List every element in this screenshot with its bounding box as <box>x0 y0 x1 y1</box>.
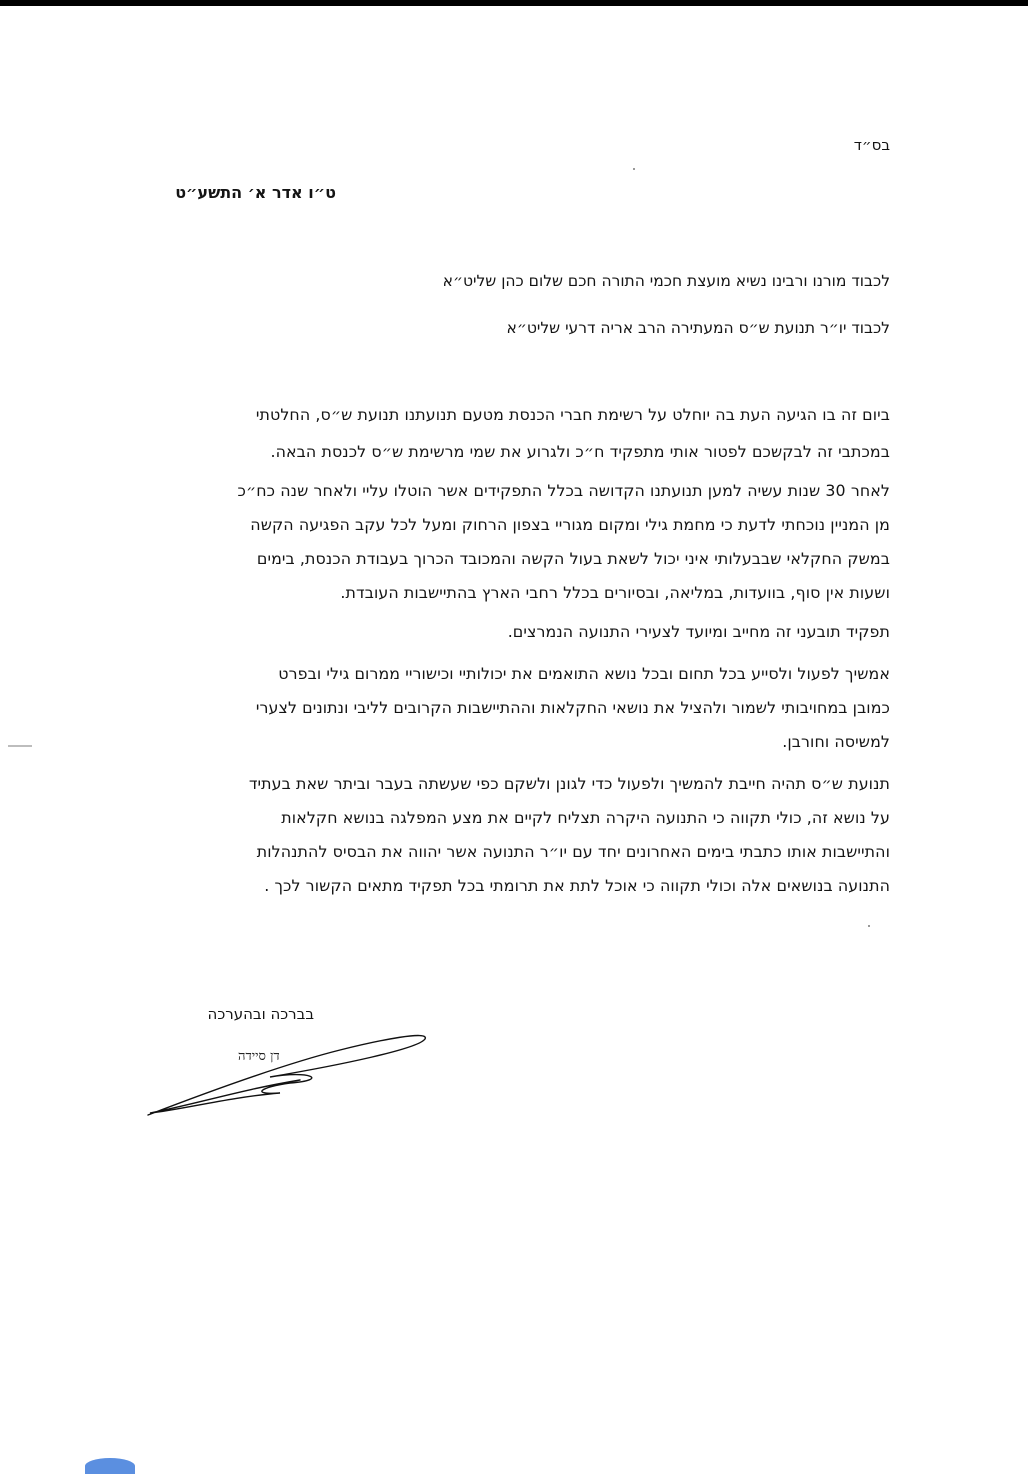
margin-mark <box>8 745 32 747</box>
addressee-2: לכבוד יו״ר תנועת ש״ס המעתירה הרב אריה דרעי שליט״א <box>506 319 890 337</box>
addressee-1: לכבוד מורנו ורבינו נשיא מועצת חכמי התורה חכם שלום כהן שליט״א <box>442 272 890 290</box>
body-line: לאחר 30 שנות עשיה למען תנועתנו הקדושה בכלל התפקידים אשר הוטלו עליי ולאחר שנה כח״כ <box>237 481 890 500</box>
stray-dot <box>868 925 870 927</box>
body-line: התנועה בנושאים אלה וכולי תקווה כי אוכל לתת את תרומתי בכל תפקיד מתאים הקשור לכך . <box>264 876 890 895</box>
signature-scribble <box>140 1025 440 1125</box>
blue-arc-mark <box>85 1458 135 1474</box>
body-line: כמובן במחויבותי לשמור ולהציל את נושאי החקלאות וההתיישבות הקרובים לליבי ונתונים לצערי <box>255 698 890 717</box>
letter-date: ט״ו אדר א׳ התשע״ט <box>175 183 336 202</box>
stray-dot <box>633 168 635 170</box>
body-line: אמשיך לפעול ולסייע בכל תחום ובכל נושא התואמים את יכולותיי וכישוריי ממרום גילי ובפרט <box>278 664 890 683</box>
body-line: למשיסה וחורבן. <box>782 732 890 751</box>
header-bsd: בס״ד <box>853 136 890 154</box>
body-line: על נושא זה, כולי תקווה כי התנועה היקרה תצליח לקיים את מצע המפלגה בנושא חקלאות <box>281 808 890 827</box>
signature-name: דן סיידה <box>238 1049 280 1064</box>
body-line: מן המניין נוכחתי לדעת כי מחמת גילי ומקום מגוריי בצפון הרחוק ומעל לכל עקב הפגיעה הקשה <box>250 515 890 534</box>
body-line: ביום זה בו הגיעה העת בה יוחלט על רשימת חברי הכנסת מטעם תנועתנו תנועת ש״ס, החלטתי <box>255 405 890 424</box>
body-line: במשק החקלאי שבבעלותי איני יכול לשאת בעול הקשה והמכובד הכרוך בעבודת הכנסת, בימים <box>256 549 890 568</box>
body-line: תנועת ש״ס תהיה חייבת להמשיך ולפעול כדי לגונן ולשקם כפי שעשתה בעבר וביתר שאת בעתיד <box>248 774 890 793</box>
body-line: תפקיד תובעני זה מחייב ומיועד לצעירי התנועה הנמרצים. <box>507 622 890 641</box>
body-line: והתיישבות אותו כתבתי בימים האחרונים יחד עם יו״ר התנועה אשר יהווה את הבסיס להתנהלות <box>256 842 890 861</box>
closing-salutation: בברכה ובהערכה <box>207 1005 314 1023</box>
body-line: במכתבי זה לבקשכם לפטור אותי מתפקיד ח״כ ולגרוע את שמי מרשימת ש״ס לכנסת הבאה. <box>270 442 890 461</box>
body-line: ושעות אין סוף, בוועדות, במליאה, ובסיורים בכלל רחבי הארץ בהתיישבות העובדת. <box>340 583 890 602</box>
